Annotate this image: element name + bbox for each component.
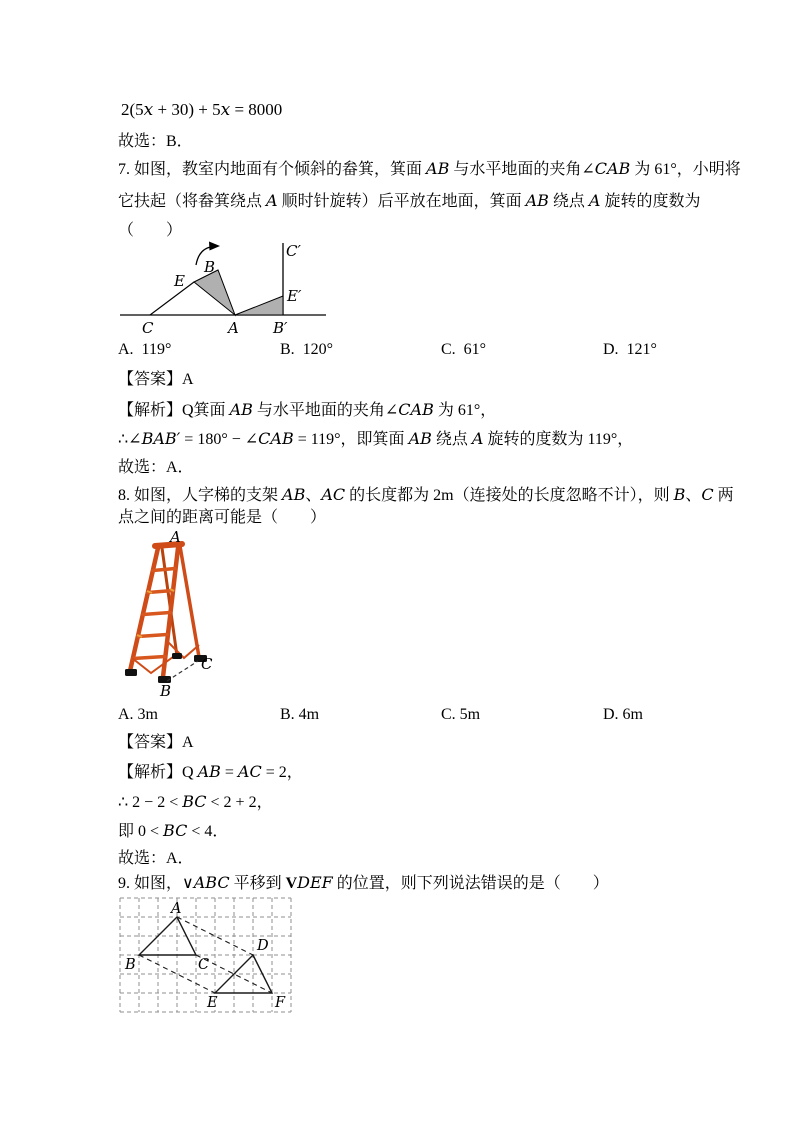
fig8-label-C: C bbox=[201, 655, 213, 673]
q7-solution-line2 bbox=[118, 428, 633, 451]
q8-option-b: B. 4m bbox=[280, 706, 320, 723]
q8-stem-text: 的长度都为 2m（连接处的长度忽略不计），则 bbox=[345, 487, 674, 504]
q7-sol-text: 【解析】Q箕面 bbox=[118, 402, 230, 419]
fig8-label-B: B bbox=[160, 682, 172, 700]
q7-sol-text: 旋转的度数为 119°， bbox=[483, 431, 634, 448]
q7-stem-text: 顺时针旋转）后平放在地面，箕面 bbox=[277, 193, 526, 210]
q8-sol-text: < 2 + 2， bbox=[206, 794, 273, 811]
q8-var-AC: AC bbox=[237, 762, 262, 781]
q7-stem-text: 旋转的度数为 bbox=[600, 193, 701, 210]
q9-stem-text: 平移到 bbox=[229, 875, 286, 892]
q7-var-AB: AB bbox=[426, 159, 450, 178]
q8-answer-line: 【答案】A bbox=[118, 734, 194, 751]
q7-stem-text: 绕点 bbox=[548, 193, 589, 210]
q8-var-B: B bbox=[673, 485, 686, 504]
q7-var-AB: AB bbox=[525, 191, 549, 210]
equation-line bbox=[121, 99, 282, 121]
fig8-label-A: A bbox=[170, 530, 181, 546]
dashed-BC-line bbox=[167, 661, 198, 681]
q9-stem-text: 的位置，则下列说法错误的是（ ） bbox=[332, 875, 609, 892]
q8-var-C: C bbox=[701, 485, 714, 504]
q8-option-a: A. 3m bbox=[118, 706, 158, 723]
q7-sol-text: 绕点 bbox=[431, 431, 472, 448]
eq-var-x: x bbox=[220, 100, 231, 120]
q8-sol-text: < 4． bbox=[187, 823, 229, 840]
q9-var-ABC: ABC bbox=[193, 873, 230, 892]
q8-solution-line1 bbox=[118, 761, 303, 784]
q7-choose-line: 故选：A． bbox=[118, 459, 194, 476]
fig7-label-C: C bbox=[142, 319, 154, 337]
fig9-label-B: B bbox=[125, 957, 136, 973]
shaded-dustpan-ABpEp bbox=[235, 296, 283, 315]
q7-stem-text: 与水平地面的夹角∠ bbox=[449, 161, 595, 178]
q7-var-AB: AB bbox=[229, 400, 253, 419]
q9-stem-text: 9. 如图，∨ bbox=[118, 875, 194, 892]
eq-part: = 8000 bbox=[230, 100, 283, 119]
q7-option-c: C. 61° bbox=[441, 341, 487, 358]
q7-sol-text: ∴∠ bbox=[118, 431, 142, 448]
q8-var-AB: AB bbox=[197, 762, 221, 781]
q8-stem-text: 、 bbox=[305, 487, 322, 504]
q8-stem-line2: 点之间的距离可能是（ ） bbox=[118, 509, 327, 526]
q7-sol-text: = 119°，即箕面 bbox=[293, 431, 409, 448]
q7-sol-text: = 180° − ∠ bbox=[180, 431, 259, 448]
q7-stem-text: 它扶起（将畚箕绕点 bbox=[118, 193, 267, 210]
eq-part: 2(5 bbox=[121, 100, 144, 119]
ladder-rung-5 bbox=[133, 657, 165, 659]
q8-var-AB: AB bbox=[282, 485, 306, 504]
q8-option-c: C. 5m bbox=[441, 706, 481, 723]
q8-choose-line: 故选：A． bbox=[118, 850, 194, 867]
fig7-label-C-prime: C′ bbox=[286, 242, 301, 260]
q8-sol-text: = 2， bbox=[261, 764, 303, 781]
fig7-label-E: E bbox=[174, 272, 185, 290]
q7-var-CAB: CAB bbox=[258, 429, 294, 448]
fig7-label-B: B bbox=[204, 258, 216, 276]
fig9-label-C: C bbox=[198, 957, 210, 973]
q8-sol-text: = bbox=[220, 764, 238, 781]
eq-var-x: x bbox=[143, 100, 154, 120]
q7-option-d: D. 121° bbox=[603, 341, 657, 358]
q7-var-AB: AB bbox=[408, 429, 432, 448]
q7-sol-text: 为 61°， bbox=[433, 402, 497, 419]
q7-stem-text: 为 61°，小明将 bbox=[630, 161, 741, 178]
q8-sol-text: 【解析】Q bbox=[118, 764, 198, 781]
fig9-label-F: F bbox=[275, 995, 286, 1011]
q7-stem-line1 bbox=[118, 158, 741, 181]
q8-sol-text: 即 0 < bbox=[118, 823, 164, 840]
q8-var-BC: BC bbox=[163, 821, 188, 840]
ladder-back-right-leg bbox=[180, 546, 199, 657]
fig9-label-E: E bbox=[207, 995, 218, 1011]
q8-stem-text: 、 bbox=[685, 487, 702, 504]
rotation-arrow-head bbox=[209, 242, 220, 251]
q8-sol-text: ∴ 2 − 2 < bbox=[118, 794, 183, 811]
choose-b-line: 故选：B． bbox=[118, 133, 193, 150]
q8-var-BC: BC bbox=[182, 792, 207, 811]
q8-stem-text: 两 bbox=[713, 487, 734, 504]
ladder-rung-1 bbox=[153, 569, 175, 571]
q8-option-d: D. 6m bbox=[603, 706, 643, 723]
q7-answer-bracket: （ ） bbox=[118, 222, 183, 239]
q7-var-A: A bbox=[588, 191, 601, 210]
q7-var-A: A bbox=[471, 429, 484, 448]
q8-ladder-figure bbox=[122, 530, 232, 700]
q7-rotation-figure bbox=[112, 238, 332, 338]
q7-solution-line1 bbox=[118, 399, 496, 422]
q7-stem-text: 7. 如图，教室内地面有个倾斜的畚箕，箕面 bbox=[118, 161, 427, 178]
q9-grid-figure bbox=[119, 897, 294, 1015]
ladder-rung-3 bbox=[143, 613, 170, 615]
q8-stem-text: 8. 如图，人字梯的支架 bbox=[118, 487, 283, 504]
q8-options-row bbox=[118, 706, 718, 728]
q7-var-CAB: CAB bbox=[398, 400, 434, 419]
q7-options-row bbox=[118, 341, 718, 363]
q8-var-AC: AC bbox=[321, 485, 346, 504]
q7-option-a: A. 119° bbox=[118, 341, 172, 358]
q9-triangle-symbol: V bbox=[285, 875, 298, 892]
q7-option-b: B. 120° bbox=[280, 341, 334, 358]
q7-sol-text: 与水平地面的夹角∠ bbox=[252, 402, 399, 419]
shaded-dustpan-EBA bbox=[194, 270, 235, 315]
q7-var-BABprime: BAB′ bbox=[141, 429, 181, 448]
q7-var-A: A bbox=[266, 191, 278, 210]
segment-CE bbox=[150, 282, 194, 315]
q9-var-DEF: DEF bbox=[297, 873, 333, 892]
ladder-foot-back-left bbox=[172, 653, 182, 659]
q9-stem-line bbox=[118, 872, 609, 895]
ladder-foot-front-left bbox=[125, 669, 137, 676]
q7-var-CAB: CAB bbox=[594, 159, 631, 178]
q7-answer-line: 【答案】A bbox=[118, 371, 194, 388]
ladder-front-left-rail bbox=[130, 548, 158, 671]
fig7-label-B-prime: B′ bbox=[273, 319, 288, 337]
fig9-label-D: D bbox=[257, 938, 269, 954]
fig7-label-A: A bbox=[228, 319, 239, 337]
q7-stem-line2 bbox=[118, 190, 701, 213]
eq-part: + 30) + 5 bbox=[153, 100, 221, 119]
q8-stem-line1 bbox=[118, 484, 734, 507]
q8-solution-line3 bbox=[118, 820, 228, 843]
ladder-rung-4 bbox=[138, 635, 167, 637]
q8-solution-line2 bbox=[118, 791, 273, 814]
fig7-label-E-prime: E′ bbox=[287, 287, 302, 305]
fig9-label-A: A bbox=[171, 901, 182, 917]
